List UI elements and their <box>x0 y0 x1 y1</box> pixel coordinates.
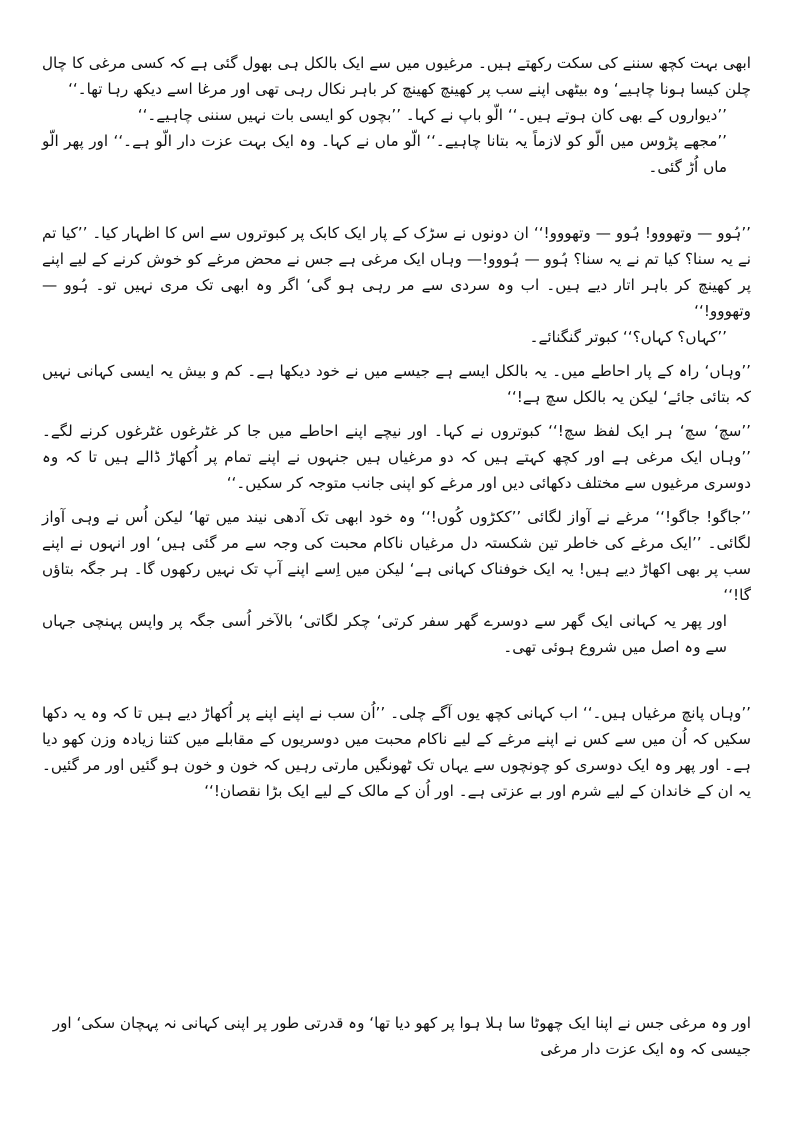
paragraph-gap <box>42 350 751 358</box>
paragraph-8: ’’جاگو! جاگو!‘‘ مرغے نے آواز لگائی ’’ککڑوں کُوں!‘‘ وہ خود ابھی تک آدھی نیند میں تھا‘ لیکن اُس نے وہی آواز لگائی۔ ’’ایک مرغے کی خاطر تین شکستہ دل مرغیاں ناکام محبت کی وجہ سے مر گئی ہیں‘ اور انہوں نے اپنے سب پر بھی اکھاڑ دیے ہیں! یہ ایک خوفناک کہانی ہے‘ لیکن میں اِسے اپنے آپ تک نہیں رکھوں گا۔ ہر جگہ بتاؤں گا!‘‘ <box>42 508 751 604</box>
paragraph-gap <box>42 410 751 418</box>
section-gap <box>42 180 751 220</box>
paragraph-4: ’’ہُوو — وتھووو! ہُوو — وتھووو!‘‘ ان دونوں نے سڑک کے پار ایک کابک پر کبوتروں سے اس کا اظہار کیا۔ ’’کیا تم نے یہ سنا؟ کیا تم نے یہ سنا؟ ہُوو — ہُووو!— وہاں ایک مرغی ہے جس نے محض مرغے کو خوش کرنے کے لیے اپنے پر کھینچ کر باہر اتار دیے ہیں۔ اب وہ سردی سے مر رہی ہو گی‘ اگر وہ ابھی تک مری نہیں تو۔ ہُوو — وتھووو!‘‘ <box>42 224 751 320</box>
paragraph-10: ’’وہاں پانچ مرغیاں ہیں۔‘‘ اب کہانی کچھ یوں آگے چلی۔ ’’اُن سب نے اپنے اپنے پر اُکھاڑ دیے ہیں تا کہ وہ یہ دکھا سکیں کہ اُن میں سے کس نے اپنے مرغے کے لیے ناکام محبت میں دوسریوں کے مقابلے میں کتنا زیادہ وزن کھو دیا ہے۔ اور پھر وہ ایک دوسری کو چونچوں سے یہاں تک ٹھونگیں مارتی رہیں کہ خون و خون ہو گئیں اور مر گئیں۔ یہ ان کے خاندان کے لیے شرم اور بے عزتی ہے۔ اور اُن کے مالک کے لیے ایک بڑا نقصان!‘‘ <box>42 704 751 800</box>
paragraph-gap <box>42 496 751 504</box>
paragraph-6: ’’وہاں‘ راہ کے پار احاطے میں۔ یہ بالکل ایسے ہے جیسے میں نے خود دیکھا ہے۔ کم و بیش یہ ایسی کہانی نہیں کہ بتائی جائے‘ لیکن یہ بالکل سچ ہے!‘‘ <box>42 362 751 406</box>
paragraph-3: ’’مجھے پڑوس میں الّو کو لازماً یہ بتانا چاہیے۔‘‘ الّو ماں نے کہا۔ وہ ایک بہت عزت دار الّو ہے۔‘‘ اور پھر الّو ماں اُڑ گئی۔ <box>42 132 727 176</box>
story-text <box>42 50 751 804</box>
paragraph-9: اور پھر یہ کہانی ایک گھر سے دوسرے گھر سفر کرتی‘ چکر لگاتی‘ بالآخر اُسی جگہ پر واپس پہنچی جہاں سے وہ اصل میں شروع ہوئی تھی۔ <box>42 612 727 656</box>
paragraph-1: ابھی بہت کچھ سننے کی سکت رکھتے ہیں۔ مرغیوں میں سے ایک بالکل ہی بھول گئی ہے کہ کسی مرغی کا چال چلن کیسا ہونا چاہیے‘ وہ بیٹھی اپنے سب پر کھینچ کھینچ کر باہر نکال رہی تھی اور مرغا اسے دیکھ رہا تھا۔‘‘ <box>42 54 751 98</box>
paragraph-2: ’’دیواروں کے بھی کان ہوتے ہیں۔‘‘ الّو باپ نے کہا۔ ’’بچوں کو ایسی بات نہیں سننی چاہیے۔‘‘ <box>137 106 727 124</box>
paragraph-11: اور وہ مرغی جس نے اپنا ایک چھوٹا سا ہلا ہوا پر کھو دیا تھا‘ وہ قدرتی طور پر اپنی کہانی نہ پہچان سکی‘ اور جیسی کہ وہ ایک عزت دار مرغی <box>52 1014 751 1058</box>
section-gap <box>42 660 751 700</box>
paragraph-5: ’’کہاں؟ کہاں؟‘‘ کبوتر گنگنائے۔ <box>529 328 727 346</box>
paragraph-7: ’’سچ‘ سچ‘ ہر ایک لفظ سچ!‘‘ کبوتروں نے کہا۔ اور نیچے اپنے احاطے میں جا کر غٹرغوں غٹرغوں کرنے لگے۔ ’’وہاں ایک مرغی ہے اور کچھ کہتے ہیں کہ دو مرغیاں ہیں جنہوں نے اپنے تمام پر اُکھاڑ ڈالے ہیں تا کہ وہ دوسری مرغیوں سے مختلف دکھائی دیں اور مرغے کو اپنی جانب متوجہ کر سکیں۔‘‘ <box>42 422 751 492</box>
